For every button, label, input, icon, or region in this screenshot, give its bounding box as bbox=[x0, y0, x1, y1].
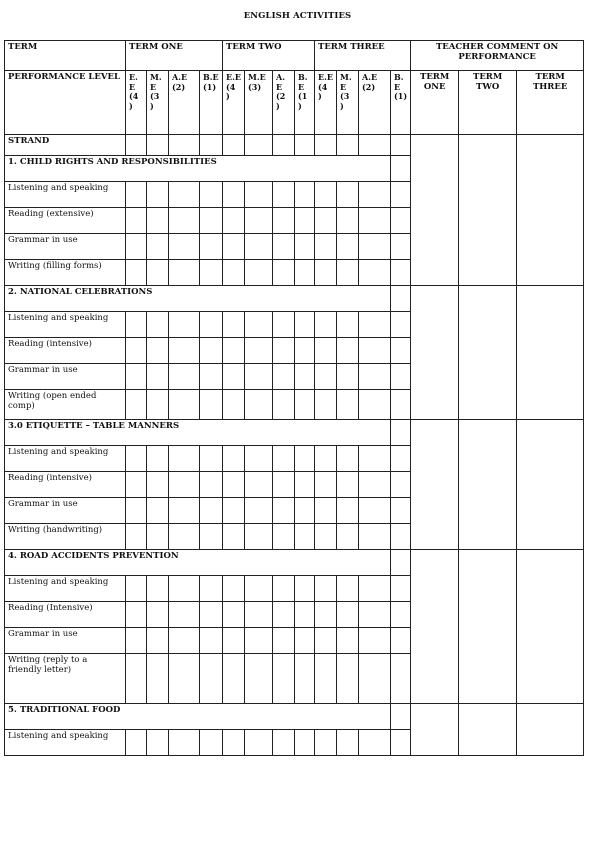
score-cell[interactable] bbox=[245, 576, 273, 602]
score-cell[interactable] bbox=[273, 730, 295, 756]
score-cell[interactable] bbox=[273, 312, 295, 338]
score-cell[interactable] bbox=[126, 524, 147, 550]
comment-term-three-cell[interactable] bbox=[517, 550, 584, 704]
score-cell[interactable] bbox=[147, 654, 169, 704]
score-cell[interactable] bbox=[126, 472, 147, 498]
score-cell[interactable] bbox=[391, 446, 411, 472]
score-cell[interactable] bbox=[147, 338, 169, 364]
score-cell[interactable] bbox=[245, 602, 273, 628]
score-cell[interactable] bbox=[273, 524, 295, 550]
level-ae-t2: A.E (2 ) bbox=[273, 71, 295, 135]
score-cell[interactable] bbox=[359, 182, 391, 208]
score-cell[interactable] bbox=[391, 182, 411, 208]
score-cell[interactable] bbox=[245, 654, 273, 704]
score-cell[interactable] bbox=[273, 576, 295, 602]
score-cell[interactable] bbox=[315, 234, 337, 260]
term-one-header: TERM ONE bbox=[126, 41, 223, 71]
comment-term-two-cell[interactable] bbox=[459, 286, 517, 420]
level-me-t2: M.E (3) bbox=[245, 71, 273, 135]
score-cell[interactable] bbox=[273, 498, 295, 524]
score-cell[interactable] bbox=[200, 446, 223, 472]
score-cell[interactable] bbox=[273, 628, 295, 654]
score-cell[interactable] bbox=[273, 234, 295, 260]
comment-term-one-cell[interactable] bbox=[411, 420, 459, 550]
score-cell[interactable] bbox=[337, 654, 359, 704]
score-cell[interactable] bbox=[315, 182, 337, 208]
score-cell[interactable] bbox=[295, 260, 315, 286]
score-cell[interactable] bbox=[337, 338, 359, 364]
score-cell[interactable] bbox=[126, 446, 147, 472]
activity-label: Writing (open ended comp) bbox=[5, 390, 126, 420]
activity-label: Reading (extensive) bbox=[5, 208, 126, 234]
strand-heading-row bbox=[5, 420, 584, 446]
score-cell[interactable] bbox=[169, 628, 200, 654]
score-cell[interactable] bbox=[315, 498, 337, 524]
score-cell[interactable] bbox=[245, 312, 273, 338]
score-cell[interactable] bbox=[245, 364, 273, 390]
level-be-t1: B.E (1) bbox=[200, 71, 223, 135]
score-cell[interactable] bbox=[337, 260, 359, 286]
score-cell[interactable] bbox=[337, 472, 359, 498]
comment-term-one-cell[interactable] bbox=[411, 286, 459, 420]
score-cell[interactable] bbox=[169, 730, 200, 756]
score-cell[interactable] bbox=[295, 390, 315, 420]
strand-heading-row bbox=[5, 286, 584, 312]
score-cell[interactable] bbox=[359, 260, 391, 286]
score-cell[interactable] bbox=[273, 338, 295, 364]
score-cell[interactable] bbox=[245, 338, 273, 364]
score-cell[interactable] bbox=[223, 446, 245, 472]
score-cell[interactable] bbox=[245, 524, 273, 550]
score-cell[interactable] bbox=[295, 364, 315, 390]
score-cell[interactable] bbox=[223, 312, 245, 338]
level-be-t3: B. E (1) bbox=[391, 71, 411, 135]
score-cell[interactable] bbox=[295, 472, 315, 498]
score-cell[interactable] bbox=[245, 182, 273, 208]
score-cell[interactable] bbox=[245, 390, 273, 420]
score-cell[interactable] bbox=[169, 472, 200, 498]
score-cell[interactable] bbox=[359, 730, 391, 756]
score-cell[interactable] bbox=[169, 208, 200, 234]
comment-term-three-cell[interactable] bbox=[517, 135, 584, 286]
score-cell[interactable] bbox=[200, 260, 223, 286]
score-cell[interactable] bbox=[359, 312, 391, 338]
score-cell[interactable] bbox=[315, 312, 337, 338]
score-cell[interactable] bbox=[337, 446, 359, 472]
score-cell[interactable] bbox=[147, 628, 169, 654]
score-cell[interactable] bbox=[169, 182, 200, 208]
page-title: ENGLISH ACTIVITIES bbox=[243, 11, 352, 21]
score-cell[interactable] bbox=[169, 390, 200, 420]
score-cell[interactable] bbox=[223, 524, 245, 550]
score-cell[interactable] bbox=[391, 628, 411, 654]
score-cell[interactable] bbox=[295, 498, 315, 524]
score-cell[interactable] bbox=[200, 498, 223, 524]
score-cell[interactable] bbox=[391, 390, 411, 420]
score-cell[interactable] bbox=[147, 182, 169, 208]
score-cell[interactable] bbox=[147, 730, 169, 756]
score-cell[interactable] bbox=[273, 364, 295, 390]
score-cell[interactable] bbox=[223, 208, 245, 234]
score-cell[interactable] bbox=[223, 390, 245, 420]
score-cell[interactable] bbox=[315, 446, 337, 472]
level-ae-t1: A.E (2) bbox=[169, 71, 200, 135]
strand-label-row bbox=[5, 135, 584, 156]
score-cell[interactable] bbox=[359, 654, 391, 704]
score-cell[interactable] bbox=[315, 472, 337, 498]
activity-label: Writing (filling forms) bbox=[5, 260, 126, 286]
score-cell[interactable] bbox=[126, 182, 147, 208]
score-cell[interactable] bbox=[359, 472, 391, 498]
score-cell[interactable] bbox=[169, 576, 200, 602]
score-cell[interactable] bbox=[169, 234, 200, 260]
score-cell[interactable] bbox=[147, 498, 169, 524]
score-cell[interactable] bbox=[337, 390, 359, 420]
comment-term-two-cell[interactable] bbox=[459, 704, 517, 756]
score-cell[interactable] bbox=[359, 628, 391, 654]
score-cell[interactable] bbox=[126, 338, 147, 364]
score-cell[interactable] bbox=[169, 260, 200, 286]
score-cell[interactable] bbox=[126, 602, 147, 628]
score-cell[interactable] bbox=[245, 472, 273, 498]
score-cell[interactable] bbox=[273, 182, 295, 208]
score-cell[interactable] bbox=[245, 446, 273, 472]
score-cell[interactable] bbox=[295, 602, 315, 628]
score-cell[interactable] bbox=[147, 524, 169, 550]
activity-label: Grammar in use bbox=[5, 234, 126, 260]
score-cell[interactable] bbox=[337, 730, 359, 756]
level-me-t1: M. E (3 ) bbox=[147, 71, 169, 135]
score-cell[interactable] bbox=[295, 182, 315, 208]
score-cell[interactable] bbox=[273, 208, 295, 234]
comment-term-two: TERM TWO bbox=[459, 71, 517, 135]
score-cell[interactable] bbox=[337, 602, 359, 628]
score-cell[interactable] bbox=[169, 498, 200, 524]
score-cell[interactable] bbox=[273, 446, 295, 472]
score-cell[interactable] bbox=[223, 338, 245, 364]
score-cell[interactable] bbox=[359, 390, 391, 420]
comment-term-one-cell[interactable] bbox=[411, 135, 459, 286]
score-cell[interactable] bbox=[391, 654, 411, 704]
score-cell[interactable] bbox=[126, 208, 147, 234]
score-cell[interactable] bbox=[337, 628, 359, 654]
assessment-table bbox=[4, 40, 584, 756]
strand-title: 2. NATIONAL CELEBRATIONS bbox=[5, 286, 391, 312]
score-cell[interactable] bbox=[391, 472, 411, 498]
score-cell[interactable] bbox=[200, 338, 223, 364]
score-cell[interactable] bbox=[147, 234, 169, 260]
strand-title-cell-end bbox=[391, 286, 411, 312]
score-cell[interactable] bbox=[245, 730, 273, 756]
score-cell[interactable] bbox=[200, 312, 223, 338]
score-cell[interactable] bbox=[337, 524, 359, 550]
score-cell[interactable] bbox=[391, 338, 411, 364]
score-cell[interactable] bbox=[223, 730, 245, 756]
score-cell[interactable] bbox=[337, 364, 359, 390]
score-cell[interactable] bbox=[337, 234, 359, 260]
score-cell[interactable] bbox=[273, 472, 295, 498]
activity-label: Listening and speaking bbox=[5, 730, 126, 756]
activity-label: Reading (intensive) bbox=[5, 338, 126, 364]
comment-term-one: TERM ONE bbox=[411, 71, 459, 135]
score-cell[interactable] bbox=[223, 364, 245, 390]
activity-label: Reading (Intensive) bbox=[5, 602, 126, 628]
activity-label: Writing (handwriting) bbox=[5, 524, 126, 550]
score-cell[interactable] bbox=[147, 312, 169, 338]
score-cell[interactable] bbox=[337, 312, 359, 338]
score-cell[interactable] bbox=[315, 654, 337, 704]
score-cell[interactable] bbox=[223, 628, 245, 654]
score-cell[interactable] bbox=[169, 602, 200, 628]
score-cell[interactable] bbox=[200, 602, 223, 628]
score-cell[interactable] bbox=[126, 576, 147, 602]
score-cell[interactable] bbox=[147, 446, 169, 472]
score-cell[interactable] bbox=[126, 628, 147, 654]
level-be-t2: B.E (1 ) bbox=[295, 71, 315, 135]
score-cell[interactable] bbox=[223, 576, 245, 602]
score-cell[interactable] bbox=[315, 524, 337, 550]
strand-heading-row bbox=[5, 550, 584, 576]
score-cell[interactable] bbox=[315, 730, 337, 756]
score-cell[interactable] bbox=[169, 654, 200, 704]
score-cell[interactable] bbox=[295, 338, 315, 364]
score-cell[interactable] bbox=[147, 390, 169, 420]
score-cell[interactable] bbox=[391, 312, 411, 338]
score-cell[interactable] bbox=[359, 576, 391, 602]
score-cell[interactable] bbox=[337, 498, 359, 524]
level-ee-t2: E.E (4 ) bbox=[223, 71, 245, 135]
score-cell[interactable] bbox=[391, 524, 411, 550]
strand-title: 3.0 ETIQUETTE – TABLE MANNERS bbox=[5, 420, 391, 446]
score-cell[interactable] bbox=[200, 628, 223, 654]
comment-term-two-cell[interactable] bbox=[459, 135, 517, 286]
score-cell[interactable] bbox=[200, 390, 223, 420]
score-cell[interactable] bbox=[200, 182, 223, 208]
score-cell[interactable] bbox=[245, 260, 273, 286]
level-ae-t3: A.E (2) bbox=[359, 71, 391, 135]
score-cell[interactable] bbox=[337, 208, 359, 234]
score-cell[interactable] bbox=[295, 312, 315, 338]
score-cell[interactable] bbox=[359, 446, 391, 472]
activity-label: Reading (intensive) bbox=[5, 472, 126, 498]
comment-term-two-cell[interactable] bbox=[459, 420, 517, 550]
score-cell[interactable] bbox=[315, 338, 337, 364]
score-cell[interactable] bbox=[200, 472, 223, 498]
score-cell[interactable] bbox=[337, 182, 359, 208]
strand-title: 5. TRADITIONAL FOOD bbox=[5, 704, 391, 730]
score-cell[interactable] bbox=[200, 208, 223, 234]
score-cell[interactable] bbox=[126, 260, 147, 286]
activity-label: Writing (reply to a friendly letter) bbox=[5, 654, 126, 704]
strand-title-cell-end bbox=[391, 550, 411, 576]
score-cell[interactable] bbox=[147, 472, 169, 498]
score-cell[interactable] bbox=[359, 208, 391, 234]
score-cell[interactable] bbox=[200, 576, 223, 602]
score-cell[interactable] bbox=[223, 234, 245, 260]
performance-level-label: PERFORMANCE LEVEL bbox=[5, 71, 126, 135]
score-cell[interactable] bbox=[391, 234, 411, 260]
comment-term-three-cell[interactable] bbox=[517, 704, 584, 756]
score-cell[interactable] bbox=[295, 234, 315, 260]
score-cell[interactable] bbox=[315, 576, 337, 602]
score-cell[interactable] bbox=[223, 602, 245, 628]
score-cell[interactable] bbox=[245, 628, 273, 654]
score-cell[interactable] bbox=[337, 576, 359, 602]
activity-label: Listening and speaking bbox=[5, 312, 126, 338]
score-cell[interactable] bbox=[245, 234, 273, 260]
score-cell[interactable] bbox=[169, 312, 200, 338]
score-cell[interactable] bbox=[223, 260, 245, 286]
score-cell[interactable] bbox=[295, 654, 315, 704]
score-cell[interactable] bbox=[200, 654, 223, 704]
score-cell[interactable] bbox=[169, 364, 200, 390]
score-cell[interactable] bbox=[295, 628, 315, 654]
comment-term-one-cell[interactable] bbox=[411, 550, 459, 704]
activity-label: Grammar in use bbox=[5, 498, 126, 524]
score-cell[interactable] bbox=[359, 364, 391, 390]
score-cell[interactable] bbox=[273, 654, 295, 704]
score-cell[interactable] bbox=[391, 260, 411, 286]
score-cell[interactable] bbox=[295, 208, 315, 234]
score-cell[interactable] bbox=[147, 364, 169, 390]
score-cell[interactable] bbox=[223, 654, 245, 704]
score-cell[interactable] bbox=[295, 524, 315, 550]
score-cell[interactable] bbox=[147, 602, 169, 628]
strand-title: 4. ROAD ACCIDENTS PREVENTION bbox=[5, 550, 391, 576]
score-cell[interactable] bbox=[200, 234, 223, 260]
strand-heading-row bbox=[5, 704, 584, 730]
activity-label: Grammar in use bbox=[5, 628, 126, 654]
score-cell[interactable] bbox=[245, 498, 273, 524]
score-cell[interactable] bbox=[245, 208, 273, 234]
comment-term-two-cell[interactable] bbox=[459, 550, 517, 704]
term-header-row bbox=[5, 41, 584, 71]
score-cell[interactable] bbox=[273, 260, 295, 286]
score-cell[interactable] bbox=[169, 524, 200, 550]
activity-label: Listening and speaking bbox=[5, 446, 126, 472]
score-cell[interactable] bbox=[147, 208, 169, 234]
score-cell[interactable] bbox=[391, 576, 411, 602]
strand-title-cell-end bbox=[391, 704, 411, 730]
score-cell[interactable] bbox=[359, 524, 391, 550]
score-cell[interactable] bbox=[315, 208, 337, 234]
comment-term-three-cell[interactable] bbox=[517, 420, 584, 550]
score-cell[interactable] bbox=[295, 730, 315, 756]
comment-term-three: TERM THREE bbox=[517, 71, 584, 135]
level-ee-t3: E.E (4 ) bbox=[315, 71, 337, 135]
score-cell[interactable] bbox=[391, 730, 411, 756]
score-cell[interactable] bbox=[315, 390, 337, 420]
score-cell[interactable] bbox=[126, 654, 147, 704]
activity-label: Listening and speaking bbox=[5, 576, 126, 602]
score-cell[interactable] bbox=[223, 472, 245, 498]
strand-label: STRAND bbox=[5, 135, 126, 156]
term-three-header: TERM THREE bbox=[315, 41, 411, 71]
score-cell[interactable] bbox=[391, 364, 411, 390]
strand-title: 1. CHILD RIGHTS AND RESPONSIBILITIES bbox=[5, 156, 391, 182]
score-cell[interactable] bbox=[391, 602, 411, 628]
score-cell[interactable] bbox=[169, 446, 200, 472]
score-cell[interactable] bbox=[273, 602, 295, 628]
score-cell[interactable] bbox=[147, 260, 169, 286]
activity-label: Grammar in use bbox=[5, 364, 126, 390]
score-cell[interactable] bbox=[359, 234, 391, 260]
strand-title-cell-end bbox=[391, 420, 411, 446]
strand-title-cell-end bbox=[391, 156, 411, 182]
score-cell[interactable] bbox=[126, 234, 147, 260]
teacher-comment-header: TEACHER COMMENT ON PERFORMANCE bbox=[411, 41, 584, 71]
level-ee-t1: E.E (4 ) bbox=[126, 71, 147, 135]
level-me-t3: M. E (3 ) bbox=[337, 71, 359, 135]
performance-level-row bbox=[5, 71, 584, 135]
score-cell[interactable] bbox=[223, 498, 245, 524]
score-cell[interactable] bbox=[359, 338, 391, 364]
score-cell[interactable] bbox=[315, 260, 337, 286]
score-cell[interactable] bbox=[126, 730, 147, 756]
term-label: TERM bbox=[5, 41, 126, 71]
score-cell[interactable] bbox=[126, 390, 147, 420]
activity-label: Listening and speaking bbox=[5, 182, 126, 208]
score-cell[interactable] bbox=[359, 498, 391, 524]
score-cell[interactable] bbox=[295, 446, 315, 472]
score-cell[interactable] bbox=[315, 364, 337, 390]
term-two-header: TERM TWO bbox=[223, 41, 315, 71]
score-cell[interactable] bbox=[295, 576, 315, 602]
score-cell[interactable] bbox=[200, 524, 223, 550]
score-cell[interactable] bbox=[391, 498, 411, 524]
score-cell[interactable] bbox=[169, 338, 200, 364]
score-cell[interactable] bbox=[391, 208, 411, 234]
score-cell[interactable] bbox=[359, 602, 391, 628]
score-cell[interactable] bbox=[126, 364, 147, 390]
comment-term-three-cell[interactable] bbox=[517, 286, 584, 420]
score-cell[interactable] bbox=[223, 182, 245, 208]
score-cell[interactable] bbox=[315, 628, 337, 654]
score-cell[interactable] bbox=[315, 602, 337, 628]
comment-term-one-cell[interactable] bbox=[411, 704, 459, 756]
score-cell[interactable] bbox=[200, 364, 223, 390]
score-cell[interactable] bbox=[273, 390, 295, 420]
score-cell[interactable] bbox=[126, 312, 147, 338]
score-cell[interactable] bbox=[147, 576, 169, 602]
score-cell[interactable] bbox=[200, 730, 223, 756]
score-cell[interactable] bbox=[126, 498, 147, 524]
